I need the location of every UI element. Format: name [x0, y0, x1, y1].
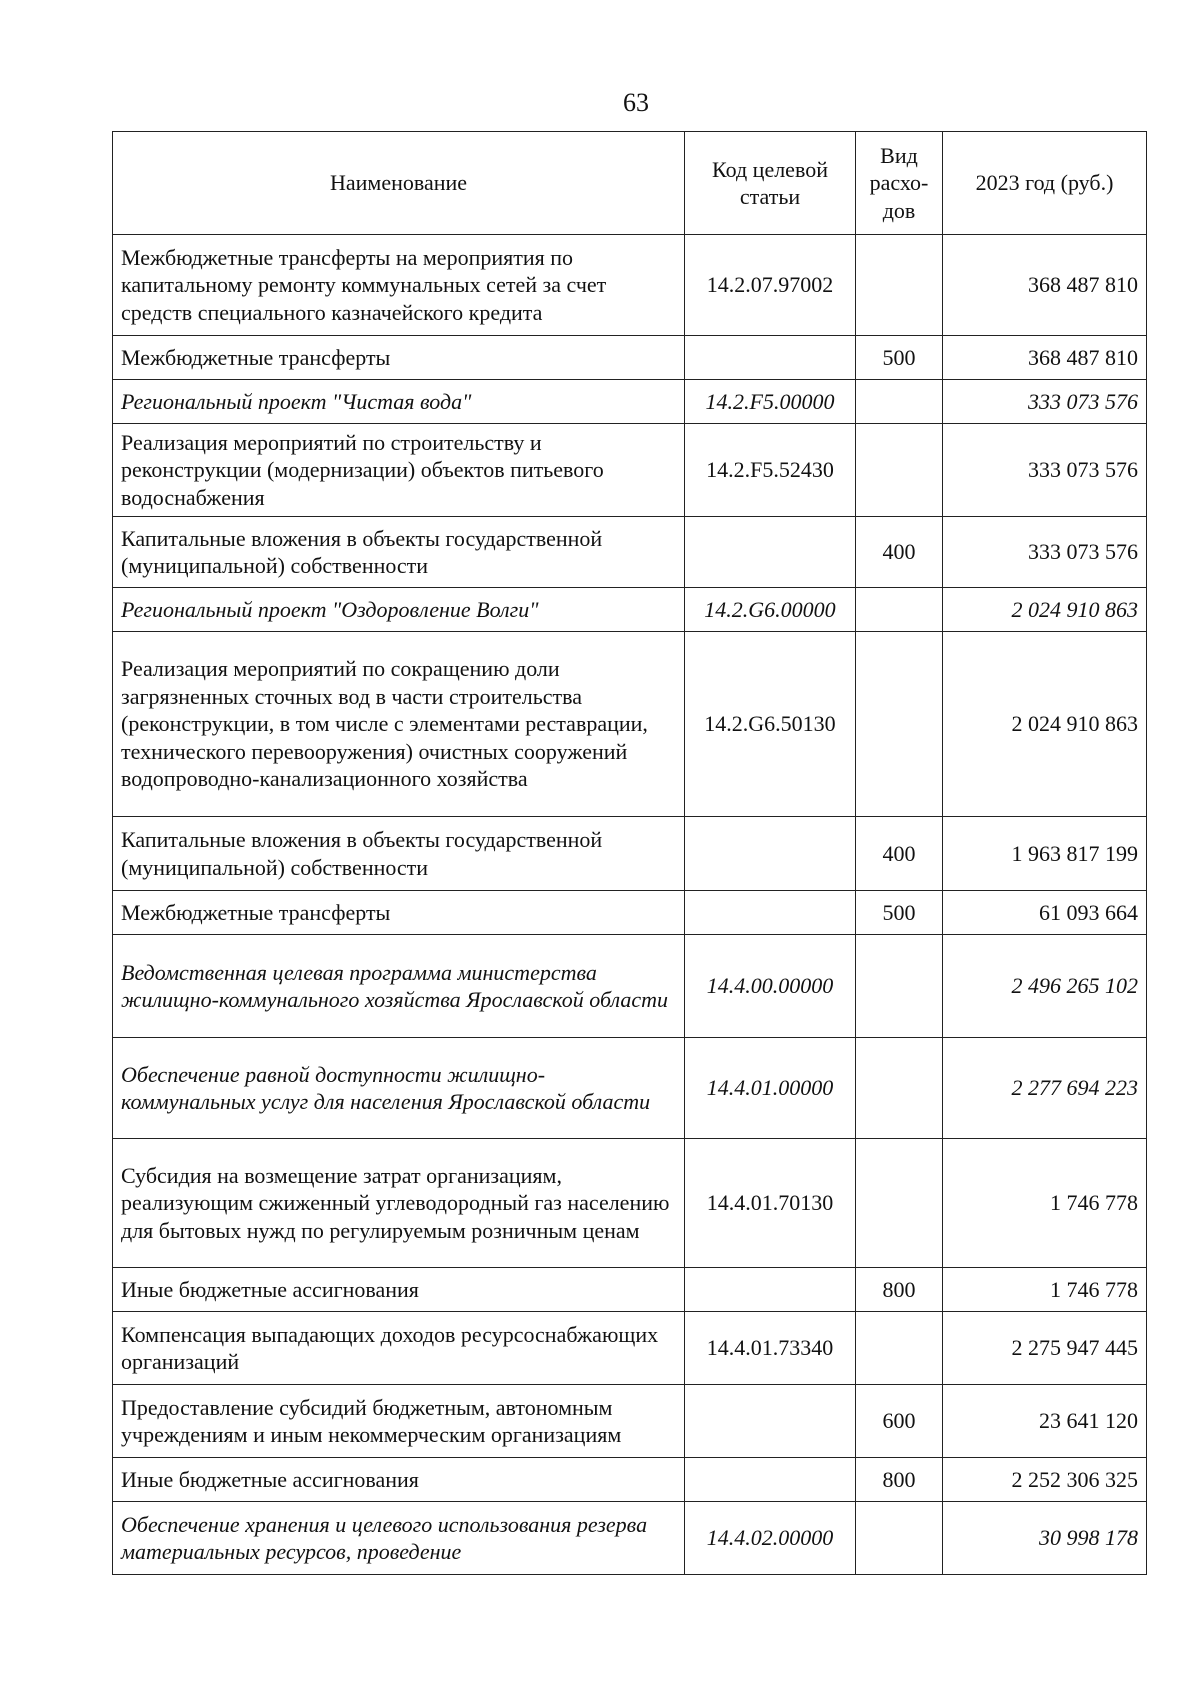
cell-name: Обеспечение хранения и целевого использования резерва материальных ресурсов, проведение	[113, 1502, 685, 1575]
cell-code: 14.2.07.97002	[685, 235, 856, 336]
cell-code: 14.4.00.00000	[685, 935, 856, 1038]
table-row	[113, 517, 1147, 588]
cell-name: Субсидия на возмещение затрат организациям, реализующим сжиженный углеводородный газ населению для бытовых нужд по регулируемым розничным ценам	[113, 1139, 685, 1268]
header-code: Код целевой статьи	[685, 132, 856, 235]
cell-code	[685, 817, 856, 891]
table-row	[113, 1139, 1147, 1268]
cell-code	[685, 336, 856, 380]
cell-kind	[856, 588, 943, 632]
budget-table	[112, 131, 1147, 1575]
cell-name: Реализация мероприятий по сокращению доли загрязненных сточных вод в части строительства (реконструкции, в том числе с элементами реставрации, технического перевооружения) очистных сооружений водопроводно-канализационного хозяйства	[113, 632, 685, 817]
cell-name: Межбюджетные трансферты	[113, 336, 685, 380]
cell-amount: 23 641 120	[943, 1385, 1147, 1458]
cell-code	[685, 1385, 856, 1458]
cell-amount: 333 073 576	[943, 517, 1147, 588]
header-amount: 2023 год (руб.)	[943, 132, 1147, 235]
cell-name: Иные бюджетные ассигнования	[113, 1458, 685, 1502]
table-header-row	[113, 132, 1147, 235]
cell-code: 14.4.01.00000	[685, 1038, 856, 1139]
cell-kind	[856, 632, 943, 817]
cell-code	[685, 1268, 856, 1312]
table-row	[113, 1385, 1147, 1458]
cell-code	[685, 1458, 856, 1502]
cell-name: Межбюджетные трансферты	[113, 891, 685, 935]
table-row	[113, 588, 1147, 632]
cell-amount: 2 252 306 325	[943, 1458, 1147, 1502]
table-row	[113, 336, 1147, 380]
cell-name: Межбюджетные трансферты на мероприятия по капитальному ремонту коммунальных сетей за счет средств специального казначейского кредита	[113, 235, 685, 336]
cell-code: 14.4.01.70130	[685, 1139, 856, 1268]
cell-amount: 2 496 265 102	[943, 935, 1147, 1038]
cell-kind	[856, 380, 943, 424]
table-row	[113, 1312, 1147, 1385]
header-kind: Вид расхо-дов	[856, 132, 943, 235]
cell-code: 14.4.02.00000	[685, 1502, 856, 1575]
cell-code: 14.2.F5.52430	[685, 424, 856, 517]
cell-amount: 1 746 778	[943, 1139, 1147, 1268]
cell-amount: 30 998 178	[943, 1502, 1147, 1575]
cell-kind: 500	[856, 336, 943, 380]
cell-kind	[856, 1139, 943, 1268]
cell-code: 14.2.F5.00000	[685, 380, 856, 424]
cell-kind	[856, 935, 943, 1038]
table-row	[113, 632, 1147, 817]
cell-kind: 800	[856, 1268, 943, 1312]
cell-kind	[856, 424, 943, 517]
cell-amount: 368 487 810	[943, 235, 1147, 336]
cell-amount: 2 277 694 223	[943, 1038, 1147, 1139]
table-row	[113, 891, 1147, 935]
table-row	[113, 424, 1147, 517]
cell-name: Обеспечение равной доступности жилищно-коммунальных услуг для населения Ярославской области	[113, 1038, 685, 1139]
cell-name: Региональный проект "Чистая вода"	[113, 380, 685, 424]
cell-kind: 500	[856, 891, 943, 935]
table-row	[113, 1458, 1147, 1502]
cell-kind	[856, 1038, 943, 1139]
cell-name: Капитальные вложения в объекты государственной (муниципальной) собственности	[113, 817, 685, 891]
cell-amount: 333 073 576	[943, 424, 1147, 517]
table-row	[113, 1038, 1147, 1139]
cell-amount: 2 275 947 445	[943, 1312, 1147, 1385]
cell-kind	[856, 1502, 943, 1575]
table-body	[113, 235, 1147, 1575]
table-row	[113, 1502, 1147, 1575]
table-row	[113, 235, 1147, 336]
cell-kind: 400	[856, 517, 943, 588]
cell-amount: 1 963 817 199	[943, 817, 1147, 891]
cell-name: Капитальные вложения в объекты государственной (муниципальной) собственности	[113, 517, 685, 588]
cell-kind: 400	[856, 817, 943, 891]
table-row	[113, 380, 1147, 424]
cell-amount: 1 746 778	[943, 1268, 1147, 1312]
cell-code: 14.2.G6.00000	[685, 588, 856, 632]
cell-amount: 61 093 664	[943, 891, 1147, 935]
cell-amount: 2 024 910 863	[943, 632, 1147, 817]
page-number: 63	[623, 88, 649, 117]
cell-amount: 333 073 576	[943, 380, 1147, 424]
cell-name: Предоставление субсидий бюджетным, автономным учреждениям и иным некоммерческим организациям	[113, 1385, 685, 1458]
table-row	[113, 935, 1147, 1038]
cell-name: Ведомственная целевая программа министерства жилищно-коммунального хозяйства Ярославской области	[113, 935, 685, 1038]
cell-kind: 800	[856, 1458, 943, 1502]
table-row	[113, 1268, 1147, 1312]
cell-code: 14.2.G6.50130	[685, 632, 856, 817]
cell-kind	[856, 1312, 943, 1385]
cell-kind: 600	[856, 1385, 943, 1458]
table-row	[113, 817, 1147, 891]
cell-name: Компенсация выпадающих доходов ресурсоснабжающих организаций	[113, 1312, 685, 1385]
cell-name: Реализация мероприятий по строительству и реконструкции (модернизации) объектов питьевого водоснабжения	[113, 424, 685, 517]
cell-amount: 368 487 810	[943, 336, 1147, 380]
cell-name: Иные бюджетные ассигнования	[113, 1268, 685, 1312]
cell-code	[685, 891, 856, 935]
cell-name: Региональный проект "Оздоровление Волги"	[113, 588, 685, 632]
cell-code: 14.4.01.73340	[685, 1312, 856, 1385]
header-name: Наименование	[113, 132, 685, 235]
cell-amount: 2 024 910 863	[943, 588, 1147, 632]
cell-code	[685, 517, 856, 588]
cell-kind	[856, 235, 943, 336]
